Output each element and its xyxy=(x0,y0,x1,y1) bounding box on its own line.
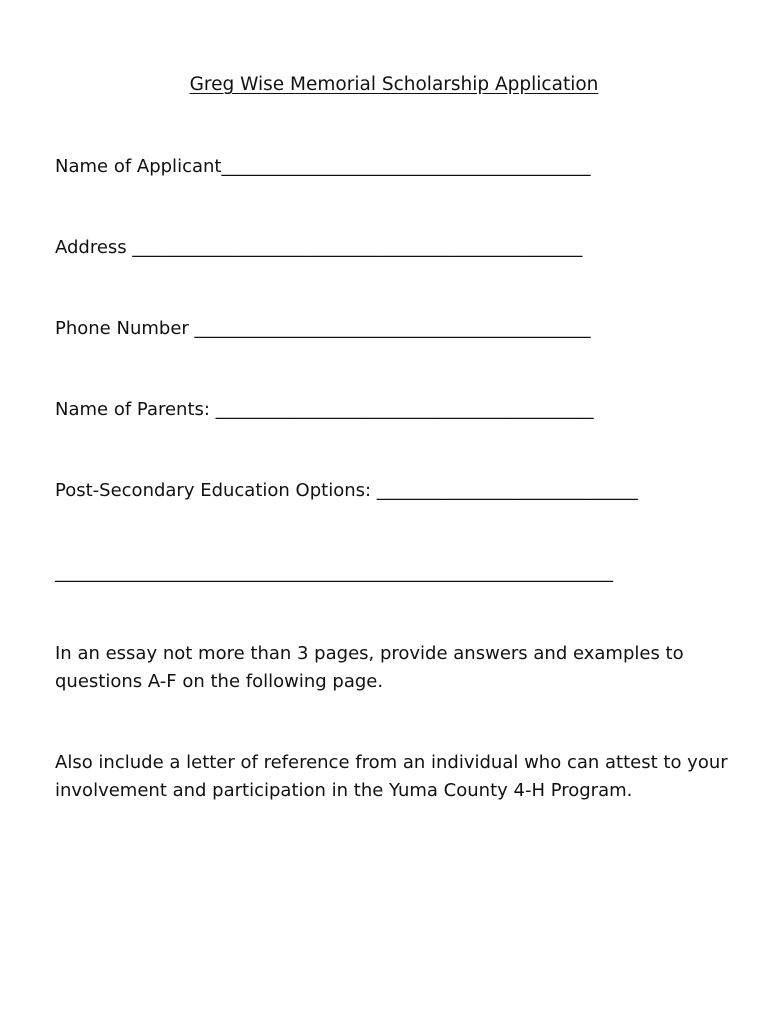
page-title: Greg Wise Memorial Scholarship Application xyxy=(189,74,599,95)
education-options-field[interactable]: Post-Secondary Education Options: _____________________________ xyxy=(55,480,638,501)
address-field[interactable]: Address __________________________________________________ xyxy=(55,237,583,258)
applicant-name-field[interactable]: Name of Applicant_________________________________________ xyxy=(55,156,591,177)
phone-number-field[interactable]: Phone Number ____________________________________________ xyxy=(55,318,591,339)
parents-name-field[interactable]: Name of Parents: __________________________________________ xyxy=(55,399,594,420)
essay-instructions: In an essay not more than 3 pages, provide answers and examples to questions A-F on the following page. xyxy=(55,643,684,692)
education-options-continuation-line[interactable]: ______________________________________________________________ xyxy=(55,562,613,583)
reference-letter-instructions: Also include a letter of reference from an individual who can attest to your involvement and participation in the Yuma County 4-H Program. xyxy=(55,752,728,801)
